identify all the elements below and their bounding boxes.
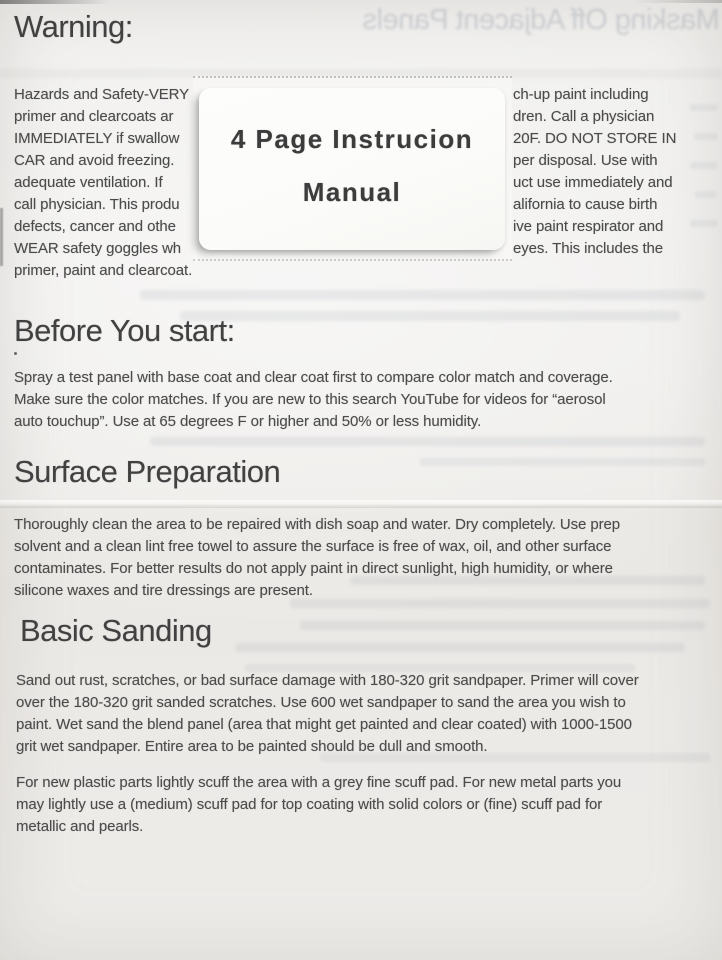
- paragraph-line: silicone waxes and tire dressings are present.: [14, 582, 313, 599]
- warning-line-right: ive paint respirator and: [513, 218, 664, 235]
- warning-line-right: 20F. DO NOT STORE IN: [513, 130, 677, 147]
- bleed-through-line: [235, 643, 685, 652]
- warning-heading: Warning:: [14, 9, 133, 44]
- paragraph-line: grit wet sandpaper. Entire area to be painted should be dull and smooth.: [16, 738, 488, 755]
- bleed-through-line: [695, 191, 717, 198]
- warning-line-right: ch-up paint including: [513, 86, 649, 103]
- scan-edge-top-right: [632, 0, 722, 3]
- bleed-through-line: [350, 576, 705, 585]
- bleed-through-line: [694, 133, 718, 140]
- warning-line-left: IMMEDIATELY if swallow: [14, 130, 180, 147]
- paragraph-line: over the 180-320 grit sanded scratches. Use 600 wet sandpaper to sand the area you wish to: [16, 694, 626, 711]
- surface-preparation-heading: Surface Preparation: [14, 454, 281, 489]
- basic-sanding-heading: Basic Sanding: [20, 613, 212, 648]
- paragraph-line: For new plastic parts lightly scuff the area with a grey fine scuff pad. For new metal parts you: [16, 774, 622, 791]
- paragraph-line: Spray a test panel with base coat and clear coat first to compare color match and coverage.: [14, 369, 613, 386]
- paragraph-line: Thoroughly clean the area to be repaired with dish soap and water. Dry completely. Use prep: [14, 516, 620, 533]
- warning-line-right: eyes. This includes the: [513, 240, 664, 257]
- bleed-through-line: [420, 458, 705, 466]
- warning-paragraph-right: [513, 84, 676, 260]
- bleed-through-line: [180, 311, 680, 321]
- warning-line-left: primer and clearcoats ar: [14, 108, 174, 125]
- before-you-start-paragraph: [14, 367, 613, 433]
- warning-line-right: alifornia to cause birth: [513, 196, 658, 213]
- instruction-sticker: [199, 88, 505, 250]
- bleed-through-line: [690, 220, 718, 227]
- sticker-title-line: Manual: [302, 177, 402, 207]
- basic-sanding-paragraph: [16, 670, 639, 758]
- sticker-title-line: 4 Page Instrucion: [230, 124, 474, 154]
- warning-line-right: dren. Call a physician: [513, 108, 655, 125]
- paragraph-line: Make sure the color matches. If you are new to this search YouTube for videos for “aerosol: [14, 391, 606, 408]
- warning-line-left: defects, cancer and othe: [14, 218, 176, 235]
- warning-line-left: adequate ventilation. If: [14, 174, 163, 191]
- paragraph-line: contaminates. For better results do not apply paint in direct sunlight, high humidity, or where: [14, 560, 613, 577]
- warning-line-left: CAR and avoid freezing.: [14, 152, 175, 169]
- scan-edge-left: [0, 208, 3, 266]
- paragraph-line: Sand out rust, scratches, or bad surface damage with 180-320 grit sandpaper. Primer will cover: [16, 672, 639, 689]
- bleed-through-line: [150, 437, 705, 446]
- paragraph-line: metallic and pearls.: [16, 818, 144, 835]
- bleed-through-line: [690, 162, 718, 169]
- bleed-through-line: [320, 753, 710, 762]
- bleed-through-heading: Masking Off Adjacent Panels: [363, 4, 720, 36]
- warning-line-left: Hazards and Safety-VERY: [14, 86, 190, 103]
- warning-closing-line: primer, paint and clearcoat.: [14, 262, 193, 279]
- scuff-pad-paragraph: [16, 772, 621, 838]
- bleed-through-line: [290, 599, 710, 608]
- paragraph-line: may lightly use a (medium) scuff pad for top coating with solid colors or (fine) scuff pad for: [16, 796, 603, 813]
- paragraph-line: auto touchup”. Use at 65 degrees F or higher and 50% or less humidity.: [14, 413, 482, 430]
- warning-line-right: uct use immediately and: [513, 174, 673, 191]
- warning-line-right: per disposal. Use with: [513, 152, 658, 169]
- before-you-start-heading: Before You start:: [14, 313, 235, 348]
- paragraph-line: paint. Wet sand the blend panel (area that might get painted and clear coated) with 1000-1500: [16, 716, 632, 733]
- warning-paragraph-left: [14, 84, 192, 282]
- sheet-seam-shadow: [0, 500, 722, 508]
- paragraph-line: solvent and a clean lint free towel to assure the surface is free of wax, oil, and other surface: [14, 538, 612, 555]
- warning-line-left: WEAR safety goggles wh: [14, 240, 182, 257]
- bleed-through-line: [300, 621, 705, 630]
- scan-edge-top-left: [0, 0, 110, 4]
- surface-preparation-paragraph: [14, 514, 620, 602]
- bleed-through-line: [140, 290, 705, 300]
- stray-dot: [14, 352, 17, 355]
- warning-line-left: call physician. This produ: [14, 196, 180, 213]
- bleed-through-line: [690, 104, 718, 111]
